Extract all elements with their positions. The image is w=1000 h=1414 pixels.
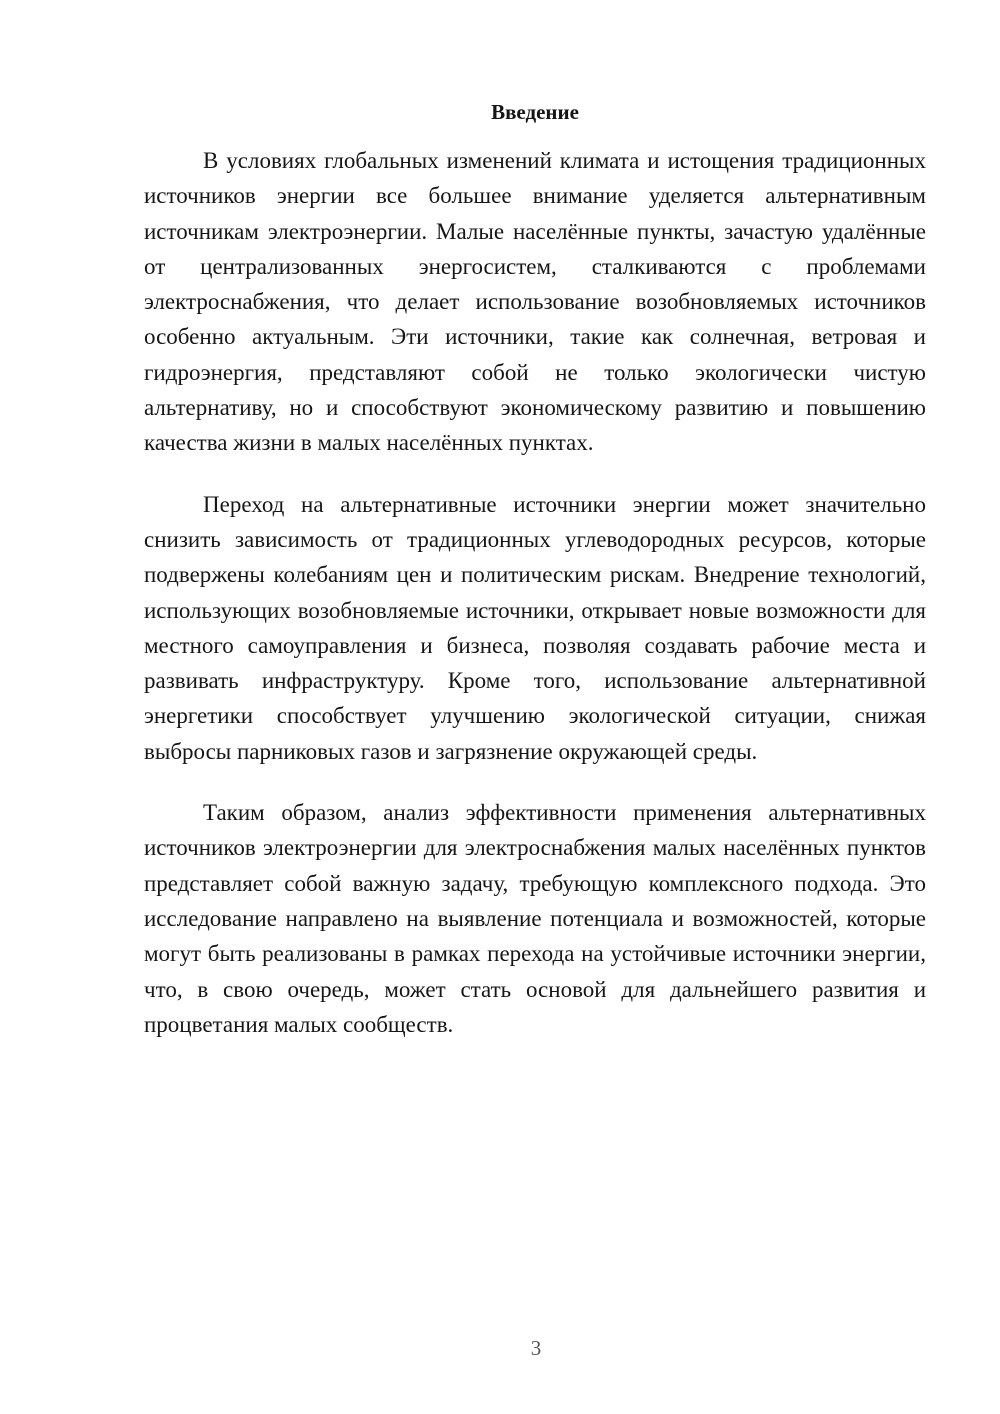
paragraph-2: Переход на альтернативные источники энергии может значительно снизить зависимость от традиционных углеводородных ресурсов, которые подвержены колебаниям цен и политическим рискам. Внедрение технологий, использующих возобновляемые источники, открывает новые возможности для местного самоуправления и бизнеса, позволяя создавать рабочие места и развивать инфраструктуру. Кроме того, использование альтернативной энергетики способствует улучшению экологической ситуации, снижая выбросы парниковых газов и загрязнение окружающей среды.: [144, 491, 926, 764]
paragraph-1: В условиях глобальных изменений климата и истощения традиционных источников энергии все большее внимание уделяется альтернативным источникам электроэнергии. Малые населённые пункты, зачастую удалённые от централизованных энергосистем, сталкиваются с проблемами электроснабжения, что делает использование возобновляемых источников особенно актуальным. Эти источники, такие как солнечная, ветровая и гидроэнергия, представляют собой не только экологически чистую альтернативу, но и способствуют экономическому развитию и повышению качества жизни в малых населённых пунктах.: [144, 148, 926, 456]
paragraph-3: Таким образом, анализ эффективности применения альтернативных источников электроэнергии для электроснабжения малых населённых пунктов представляет собой важную задачу, требующую комплексного подхода. Это исследование направлено на выявление потенциала и возможностей, которые могут быть реализованы в рамках перехода на устойчивые источники энергии, что, в свою очередь, может стать основой для дальнейшего развития и процветания малых сообществ.: [144, 800, 926, 1037]
section-title: Введение: [491, 100, 579, 124]
page-number: 3: [530, 1336, 542, 1360]
body-text: [144, 143, 926, 1068]
